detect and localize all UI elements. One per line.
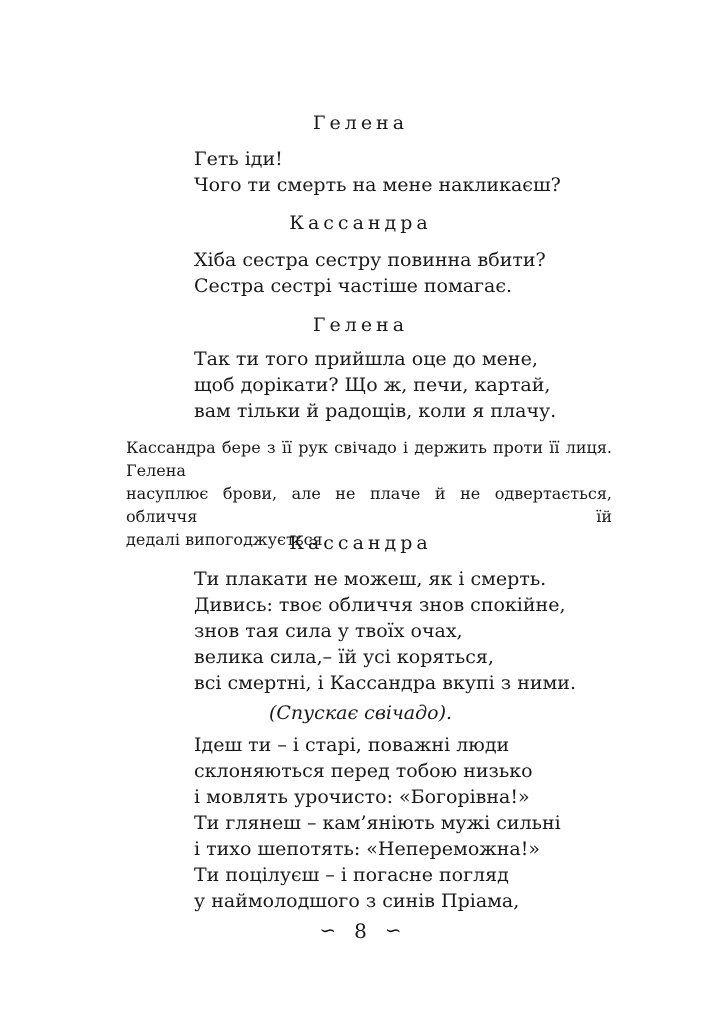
verse-block — [194, 732, 674, 914]
verse-line: Чого ти смерть на мене накликаєш? — [194, 174, 561, 196]
verse-line: у наймолодшого з синів Пріама, — [194, 890, 520, 912]
verse-line: Так ти того прийшла оце до мене, — [194, 348, 538, 370]
verse-line: Ти поцілуєш – і погасне погляд — [194, 864, 509, 886]
verse-line: велика сила,– їй усі коряться, — [194, 646, 494, 668]
speaker-name: Кассандра — [289, 212, 432, 234]
verse-line: Геть іди! — [194, 148, 283, 170]
verse-block — [194, 247, 674, 299]
verse-line: Дивись: твоє обличчя знов спокійне, — [194, 594, 566, 616]
stage-direction-inline: (Спускає свічадо). — [268, 702, 453, 724]
speaker-name: Гелена — [312, 314, 409, 336]
stage-line: дедалі випогоджується. — [126, 530, 328, 549]
stage-line: насуплює брови, але не плаче й не одвертається, обличчя їй — [126, 484, 612, 526]
verse-line: всі смертні, і Кассандра вкупі з ними. — [194, 672, 577, 694]
verse-block — [194, 346, 674, 424]
verse-line: Ти плакати не можеш, як і смерть. — [194, 568, 547, 590]
verse-line: щоб дорікати? Що ж, печи, картай, — [194, 374, 551, 396]
verse-line: Хіба сестра сестру повинна вбити? — [194, 249, 546, 271]
verse-line: склоняються перед тобою низько — [194, 760, 533, 782]
verse-block — [194, 566, 674, 696]
stage-line: Кассандра бере з її рук свічадо і держить проти її лиця. Гелена — [126, 438, 612, 480]
verse-line: і тихо шепотять: «Непереможна!» — [194, 838, 540, 860]
verse-line: знов тая сила у твоїх очах, — [194, 620, 463, 642]
speaker-name: Кассандра — [289, 532, 432, 554]
speaker-name: Гелена — [312, 112, 409, 134]
page-footer — [0, 918, 721, 944]
ornament-right-icon: ∽ — [384, 918, 402, 942]
verse-block — [194, 146, 674, 198]
verse-line: вам тільки й радощів, коли я плачу. — [194, 400, 557, 422]
ornament-left-icon: ∽ — [319, 918, 337, 942]
page-number: 8 — [354, 919, 367, 943]
verse-line: Ідеш ти – і старі, поважні люди — [194, 734, 510, 756]
verse-line: і мовлять урочисто: «Богорівна!» — [194, 786, 530, 808]
verse-line: Ти глянеш – кам’яніють мужі сильні — [194, 812, 561, 834]
verse-line: Сестра сестрі частіше помагає. — [194, 275, 513, 297]
